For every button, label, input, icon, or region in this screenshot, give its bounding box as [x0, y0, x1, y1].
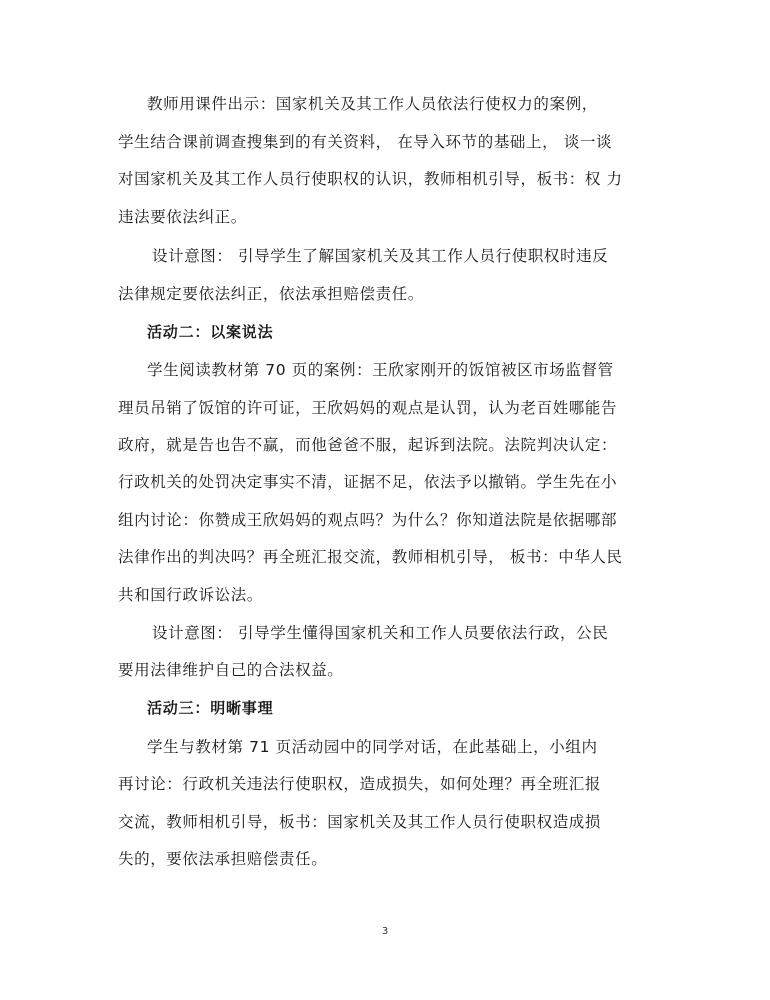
design-intent-2-line-1: 设计意图： 引导学生懂得国家机关和工作人员要依法行政，公民	[152, 624, 609, 642]
page-number: 3	[381, 926, 389, 937]
design-intent-1-line-1: 设计意图： 引导学生了解国家机关及其工作人员行使职权时违反	[152, 247, 609, 265]
paragraph-1-line-3: 对国家机关及其工作人员行使职权的认识，教师相机引导，板书：权 力	[118, 170, 623, 188]
activity-2-line-2: 理员吊销了饭馆的许可证，王欣妈妈的观点是认罚，认为老百姓哪能告	[118, 399, 618, 417]
paragraph-1-line-2: 学生结合课前调查搜集到的有关资料， 在导入环节的基础上， 谈一谈	[118, 133, 613, 151]
activity-2-line-3: 政府，就是告也告不赢，而他爸爸不服，起诉到法院。法院判决认定：	[118, 436, 618, 454]
activity-2-line-5: 组内讨论：你赞成王欣妈妈的观点吗？为什么？你知道法院是依据哪部	[118, 511, 618, 529]
activity-3-line-1: 学生与教材第 71 页活动园中的同学对话，在此基础上，小组内	[147, 738, 598, 756]
activity-3-line-2: 再讨论：行政机关违法行使职权，造成损失，如何处理？再全班汇报	[118, 775, 602, 793]
design-intent-2-line-2: 要用法律维护自己的合法权益。	[118, 661, 344, 679]
activity-2-line-7: 共和国行政诉讼法。	[118, 586, 263, 604]
activity-2-heading: 活动二：以案说法	[147, 323, 274, 341]
activity-3-line-3: 交流，教师相机引导，板书：国家机关及其工作人员行使职权造成损	[118, 813, 602, 831]
activity-2-line-1: 学生阅读教材第 70 页的案例：王欣家刚开的饭馆被区市场监督管	[147, 361, 614, 379]
activity-3-line-4: 失的，要依法承担赔偿责任。	[118, 850, 328, 868]
activity-2-line-6: 法律作出的判决吗？再全班汇报交流，教师相机引导， 板书：中华人民	[118, 548, 623, 566]
activity-2-line-4: 行政机关的处罚决定事实不清，证据不足，依法予以撤销。学生先在小	[118, 473, 618, 491]
activity-3-heading: 活动三：明晰事理	[147, 699, 274, 717]
paragraph-1-line-4: 违法要依法纠正。	[118, 208, 247, 226]
design-intent-1-line-2: 法律规定要依法纠正，依法承担赔偿责任。	[118, 285, 424, 303]
paragraph-1-line-1: 教师用课件出示：国家机关及其工作人员依法行使权力的案例，	[147, 95, 598, 113]
